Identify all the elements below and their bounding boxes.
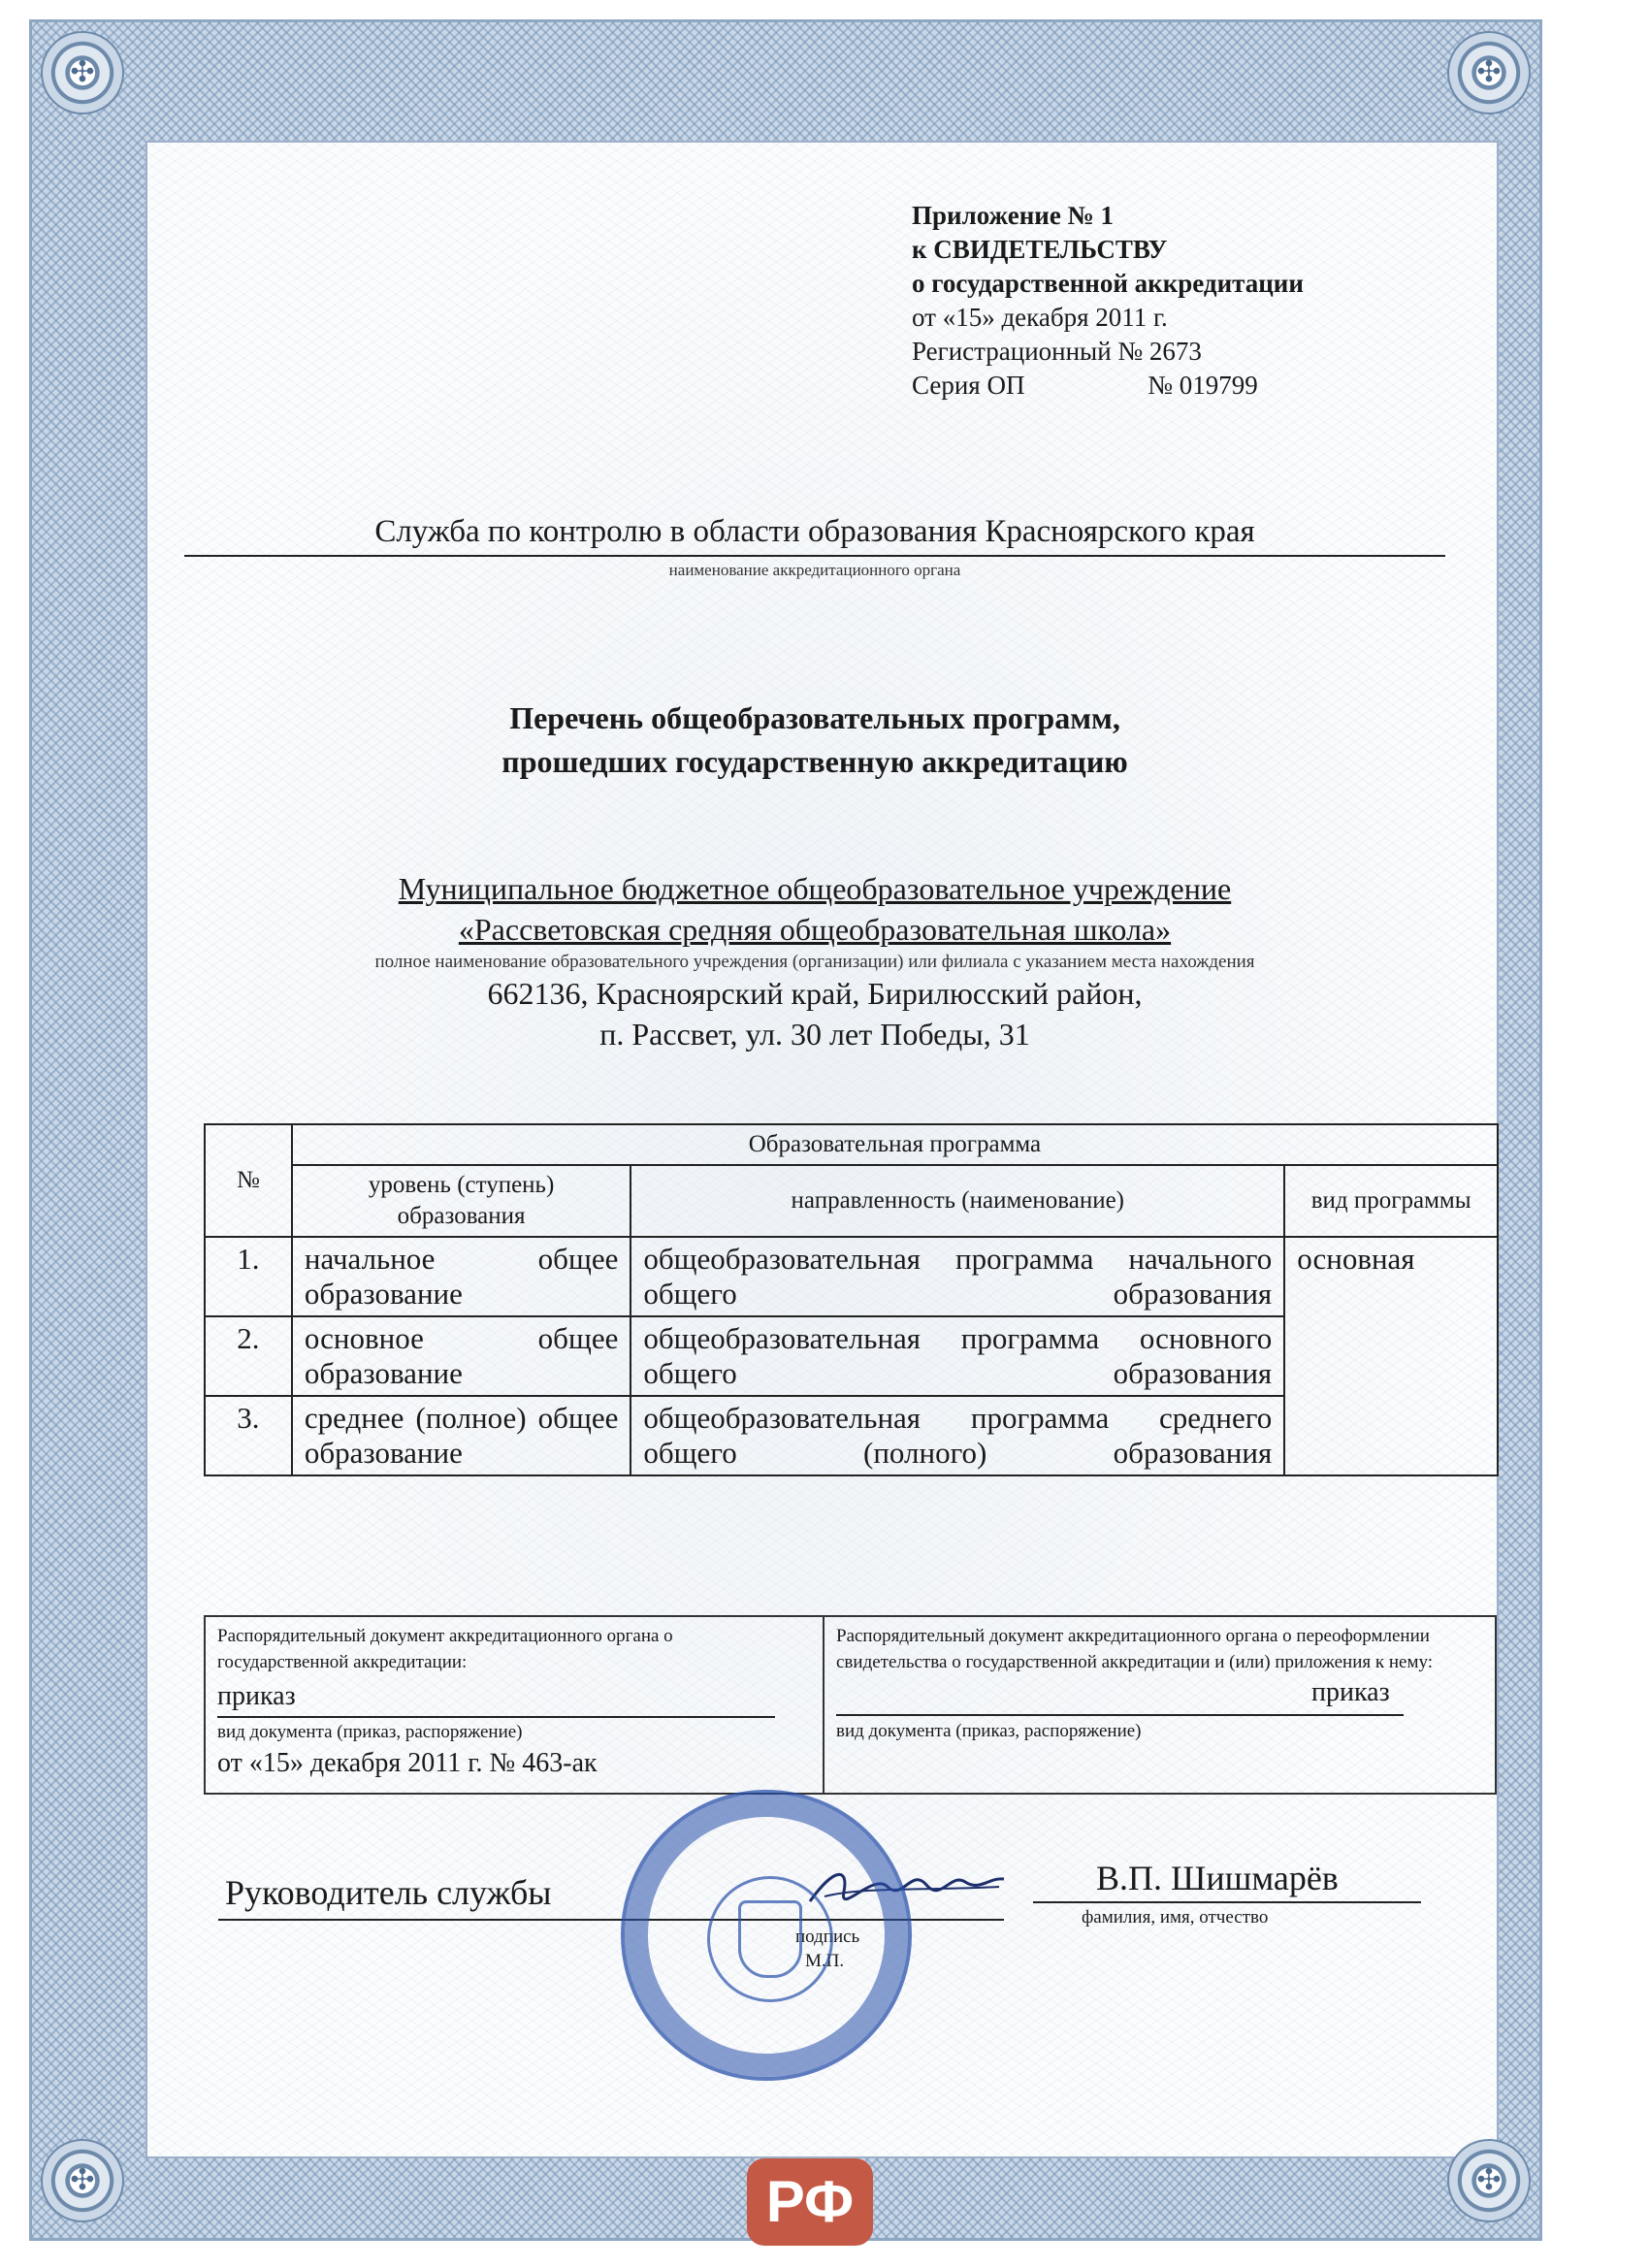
- table-row: [205, 1237, 1498, 1316]
- appendix-accreditation: о государственной аккредитации: [912, 269, 1304, 298]
- order-left-doc-type: приказ: [217, 1681, 296, 1711]
- institution-caption: полное наименование образовательного учреждения (организации) или филиала с указанием места нахождения: [374, 952, 1255, 972]
- institution-name-1: Муниципальное бюджетное общеобразовательное учреждение: [398, 871, 1232, 906]
- institution-address-1: 662136, Красноярский край, Бирилюсский район,: [487, 976, 1143, 1011]
- appendix-certificate: к СВИДЕТЕЛЬСТВУ: [912, 235, 1168, 264]
- appendix-series: [912, 369, 1455, 403]
- corner-ornament-icon: ✣: [41, 2139, 124, 2222]
- order-left-caption: вид документа (приказ, распоряжение): [217, 1722, 523, 1742]
- title-line-2: прошедших государственную аккредитацию: [501, 744, 1128, 779]
- order-left-date-number: от «15» декабря 2011 г. № 463-ак: [217, 1748, 598, 1778]
- corner-ornament-icon: ✣: [1447, 2139, 1531, 2222]
- signatory-name: В.П. Шишмарёв: [1096, 1859, 1339, 1897]
- row-kind: основная: [1284, 1237, 1498, 1475]
- corner-ornament-icon: ✣: [41, 31, 124, 114]
- title-line-1: Перечень общеобразовательных программ,: [509, 700, 1120, 735]
- signature-caption: подпись: [795, 1927, 860, 1947]
- appendix-header: [912, 199, 1455, 403]
- document-title: [184, 697, 1445, 784]
- authority-underline: [184, 555, 1445, 557]
- authority-caption: наименование аккредитационного органа: [668, 561, 961, 579]
- row-number: 2.: [205, 1316, 292, 1396]
- row-number: 1.: [205, 1237, 292, 1316]
- row-number: 3.: [205, 1396, 292, 1475]
- name-line: [1033, 1901, 1421, 1903]
- row-direction: общеобразовательная программа начального общего образования: [630, 1237, 1284, 1316]
- column-group-header: Образовательная программа: [292, 1124, 1498, 1165]
- row-direction: общеобразовательная программа основного общего образования: [630, 1316, 1284, 1396]
- order-right-box: [823, 1615, 1497, 1795]
- official-stamp-icon: [621, 1790, 912, 2081]
- row-level: среднее (полное) общее образование: [292, 1396, 630, 1475]
- appendix-number: Приложение № 1: [912, 201, 1114, 230]
- signatory-role: Руководитель службы: [225, 1873, 552, 1912]
- table-header-row: [205, 1124, 1498, 1165]
- order-right-caption: вид документа (приказ, распоряжение): [836, 1721, 1142, 1741]
- column-header-kind: вид программы: [1284, 1165, 1498, 1237]
- institution-name-2: «Рассветовская средняя общеобразовательная школа»: [458, 912, 1172, 947]
- seal-caption: М.П.: [805, 1951, 845, 1971]
- order-right-label: Распорядительный документ аккредитационного органа о переоформлении свидетельства о государственной аккредитации и (или) приложения к нему:: [836, 1626, 1433, 1672]
- column-header-number: №: [205, 1124, 292, 1237]
- order-left-box: [204, 1615, 824, 1795]
- column-header-level: уровень (ступень) образования: [292, 1165, 630, 1237]
- series-label: Серия ОП: [912, 371, 1025, 400]
- rf-emblem: РФ: [747, 2158, 873, 2246]
- order-left-underline: [217, 1716, 775, 1718]
- appendix-date: от «15» декабря 2011 г.: [912, 303, 1168, 332]
- row-level: основное общее образование: [292, 1316, 630, 1396]
- programs-table: [204, 1123, 1499, 1476]
- column-header-direction: направленность (наименование): [630, 1165, 1284, 1237]
- order-left-label: Распорядительный документ аккредитационного органа о государственной аккредитации:: [217, 1626, 673, 1672]
- authority-name: Служба по контролю в области образования Красноярского края: [374, 514, 1255, 549]
- stamp-emblem-icon: [738, 1900, 802, 1978]
- institution-address-2: п. Рассвет, ул. 30 лет Победы, 31: [599, 1017, 1030, 1052]
- order-right-underline: [836, 1714, 1404, 1716]
- institution-block: [184, 868, 1445, 1054]
- corner-ornament-icon: ✣: [1447, 31, 1531, 114]
- name-caption: фамилия, имя, отчество: [1082, 1907, 1269, 1928]
- row-direction: общеобразовательная программа среднего общего (полного) образования: [630, 1396, 1284, 1475]
- order-right-doc-type: приказ: [1311, 1677, 1390, 1707]
- series-number: № 019799: [1148, 371, 1258, 400]
- appendix-registration: Регистрационный № 2673: [912, 337, 1202, 366]
- table-subheader-row: [205, 1165, 1498, 1237]
- row-level: начальное общее образование: [292, 1237, 630, 1316]
